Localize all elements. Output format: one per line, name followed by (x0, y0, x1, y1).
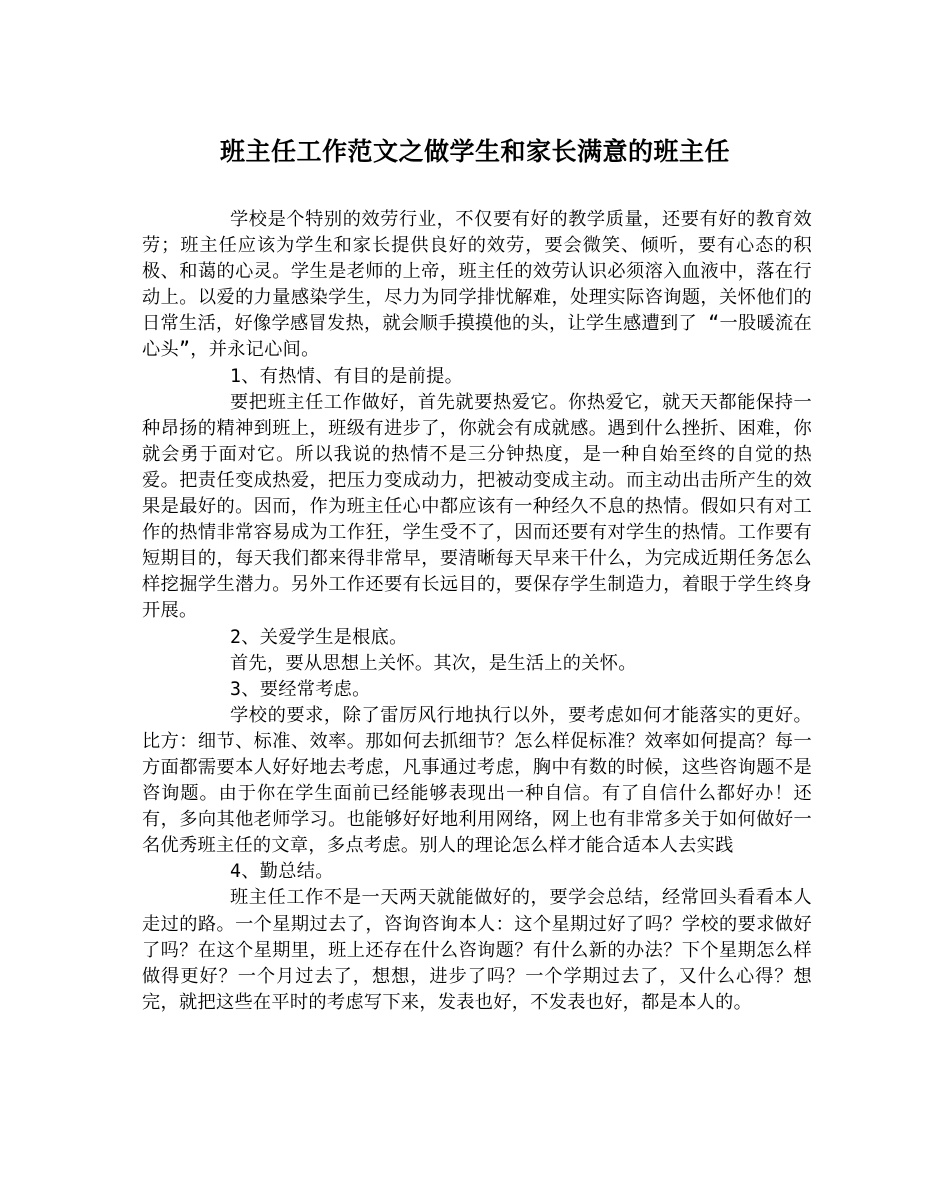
paragraph-section-3: 学校的要求，除了雷厉风行地执行以外，要考虑如何才能落实的更好。比方：细节、标准、效率。那如何去抓细节？怎么样促标准？效率如何提高？每一方面都需要本人好好地去考虑，凡事通过考虑，胸中有数的时候，这些咨询题不是咨询题。由于你在学生面前已经能够表现出一种自信。有了自信什么都好办！还有，多向其他老师学习。也能够好好地利用网络，网上也有非常多关于如何做好一名优秀班主任的文章，多点考虑。别人的理论怎么样才能合适本人去实践 (142, 704, 812, 857)
section-heading-2: 2、关爱学生是根底。 (230, 626, 408, 648)
paragraph-section-1: 要把班主任工作做好，首先就要热爱它。你热爱它，就天天都能保持一种昂扬的精神到班上，班级有进步了，你就会有成就感。遇到什么挫折、困难，你就会勇于面对它。所以我说的热情不是三分钟热度，是一种自始至终的自觉的热爱。把责任变成热爱，把压力变成动力，把被动变成主动。而主动出击所产生的效果是最好的。因而，作为班主任心中都应该有一种经久不息的热情。假如只有对工作的热情非常容易成为工作狂，学生受不了，因而还要有对学生的热情。工作要有短期目的，每天我们都来得非常早，要清晰每天早来干什么，为完成近期任务怎么样挖掘学生潜力。另外工作还要有长远目的，要保存学生制造力，着眼于学生终身开展。 (142, 391, 812, 622)
paragraph-intro: 学校是个特别的效劳行业，不仅要有好的教学质量，还要有好的教育效劳；班主任应该为学生和家长提供良好的效劳，要会微笑、倾听，要有心态的积极、和蔼的心灵。学生是老师的上帝，班主任的效劳认识必须溶入血液中，落在行动上。以爱的力量感染学生，尽力为同学排忧解难，处理实际咨询题，关怀他们的日常生活，好像学感冒发热，就会顺手摸摸他的头，让学生感遭到了 “一股暖流在心头”，并永记心间。 (142, 209, 812, 361)
section-heading-3: 3、要经常考虑。 (230, 678, 371, 700)
section-heading-1: 1、有热情、有目的是前提。 (230, 365, 464, 387)
section-heading-4: 4、勤总结。 (230, 861, 334, 883)
document-body (142, 207, 812, 1016)
paragraph-section-2: 首先，要从思想上关怀。其次，是生活上的关怀。 (230, 652, 637, 674)
paragraph-section-4: 班主任工作不是一天两天就能做好的，要学会总结，经常回头看看本人走过的路。一个星期过去了，咨询咨询本人：这个星期过好了吗？学校的要求做好了吗？在这个星期里，班上还存在什么咨询题？有什么新的办法？下个星期怎么样做得更好？一个月过去了，想想，进步了吗？一个学期过去了，又什么心得？想完，就把这些在平时的考虑写下来，发表也好，不发表也好，都是本人的。 (142, 887, 812, 1013)
document-title: 班主任工作范文之做学生和家长满意的班主任 (219, 137, 730, 166)
